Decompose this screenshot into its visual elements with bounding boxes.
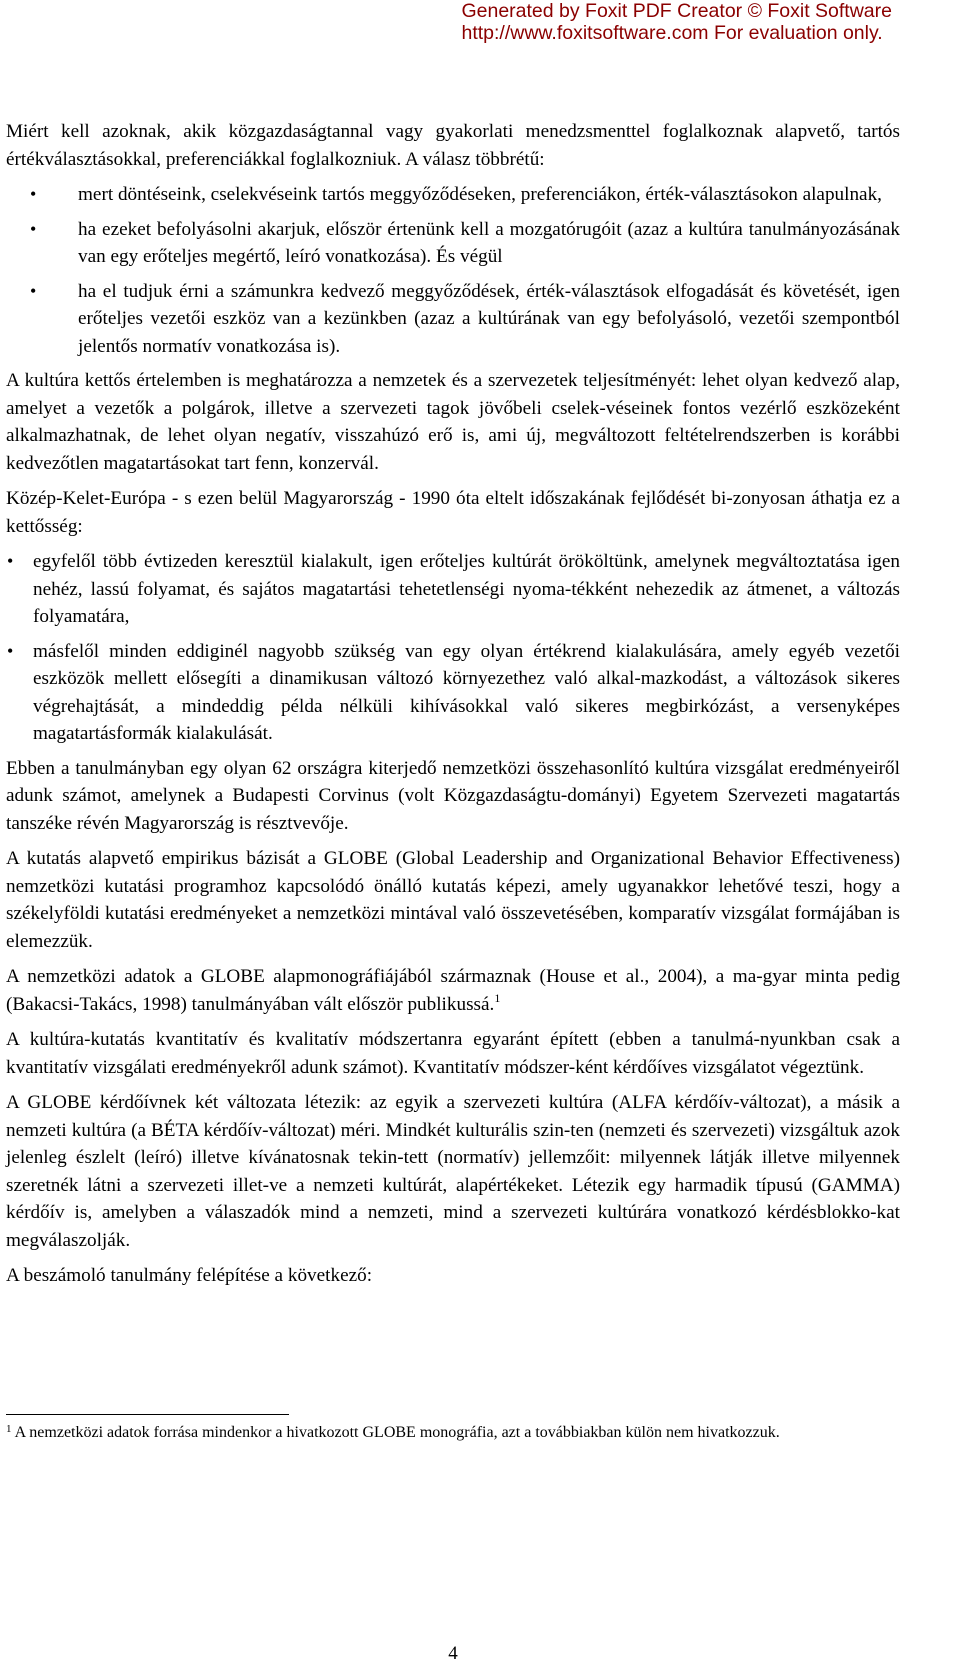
paragraph-intro: Miért kell azoknak, akik közgazdaságtannal vagy gyakorlati menedzsmenttel foglalkoznak alapvető, tartós értékválasztásokkal, preferenciákkal foglalkozniuk. A válasz többrétű: [6,121,900,170]
paragraph-methodology: A kultúra-kutatás kvantitatív és kvalitatív módszertanra egyaránt épített (ebben a tanulmá-nyunkban csak a kvantitatív vizsgálati eredményekről adunk számot). Kvantitatív módszer-ként kérdőíves vizsgálatot végeztünk. [6,1029,900,1078]
paragraph-globe: A kutatás alapvető empirikus bázisát a GLOBE (Global Leadership and Organizational Behavior Effectiveness) nemzetközi kutatási programhoz kapcsolódó önálló kutatás képezi, amely ugyanakkor lehetővé teszi, hogy a székelyföldi kutatási eredményeket a nemzetközi mintával való összevetésében, komparatív vizsgálat formájában is elemezzük. [6,848,900,952]
paragraph-data-sources [6,963,900,1018]
watermark-line-1: Generated by Foxit PDF Creator © Foxit Software [461,0,892,22]
footnote-separator [6,1414,289,1415]
data-sources-text: A nemzetközi adatok a GLOBE alapmonográfiájából származnak (House et al., 2004), a ma-gyar minta pedig (Bakacsi-Takács, 1998) tanulmányában vált először publikussá. [6,966,900,1015]
reasons-bullet-list [6,181,900,360]
list-item: • egyfelől több évtizeden keresztül kialakult, igen erőteljes kultúrát örököltünk, amelynek megváltoztatása igen nehéz, lassú folyamat, és sajátos magatartási tehetetlenségi nyoma-tékként nehezedik az átmenet, a változás folyamatára, [6,548,900,631]
list-item: • ha ezeket befolyásolni akarjuk, először értenünk kell a mozgatórugóit (azaz a kultúra tanulmányozásának van egy erőteljes megértő, leíró vonatkozása). És végül [6,216,900,271]
footnote [6,1422,900,1445]
list-item: • mert döntéseink, cselekvéseink tartós meggyőződéseken, preferenciákon, érték-választásokon alapulnak, [6,181,900,209]
paragraph-structure: A beszámoló tanulmány felépítése a következő: [6,1265,373,1286]
document-body [6,118,900,1298]
paragraph-study: Ebben a tanulmányban egy olyan 62 országra kiterjedő nemzetközi összehasonlító kultúra vizsgálat eredményeiről adunk számot, amelynek a Budapesti Corvinus (volt Közgazdaságtu-dományi) Egyetem Szervezeti magatartás tanszéke révén Magyarország is résztvevője. [6,757,900,834]
paragraph-questionnaire: A GLOBE kérdőívnek két változata létezik: az egyik a szervezeti kultúra (ALFA kérdőív-változat), a másik a nemzeti kultúra (a BÉTA kérdőív-változat) méri. Mindkét kulturális szin-ten (nemzeti és szervezeti) vizsgáltuk azok jelenleg észlelt (leíró) illetve kívánatosnak tekin-tett (normatív) jellemzőit: milyennek látják illetve milyennek szeretnék látni a szervezeti illet-ve a nemzeti kultúrát, alapértékeket. Létezik egy harmadik típusú (GAMMA) kérdőív is, amelyben a válaszadók mind a nemzeti, mind a szervezeti kultúrára vonatkozó kérdésblokko-kat megválaszolják. [6,1092,900,1251]
watermark-line-2: http://www.foxitsoftware.com For evaluation only. [461,22,883,44]
paragraph-central-eastern-europe: Közép-Kelet-Európa - s ezen belül Magyarország - 1990 óta eltelt időszakának fejlődését bi-zonyosan áthatja ez a kettősség: [6,488,900,537]
foxit-watermark [461,0,892,44]
duality-bullet-list [6,548,900,748]
page-number: 4 [448,1643,458,1664]
list-item: • másfelől minden eddiginél nagyobb szükség van egy olyan értékrend kialakulására, amely egyéb vezetői eszközök mellett elősegíti a dinamikusan változó környezethez való alkal-mazkodást, a változások sikeres végrehajtását, a mindeddig példa nélküli kihívásokkal való sikeres megbirkózást, a versenyképes magatartásformák kialakulását. [6,638,900,748]
list-item: • ha el tudjuk érni a számunkra kedvező meggyőződések, érték-választások elfogadását és követését, igen erőteljes vezetői eszköz van a kezünkben (azaz a kultúrának van egy befolyásoló, vezetői szempontból jelentős normatív vonatkozása is). [6,278,900,361]
footnote-mark: 1 [6,1423,12,1435]
paragraph-dual-role: A kultúra kettős értelemben is meghatározza a nemzetek és a szervezetek teljesítményét: lehet olyan kedvező alap, amelyet a vezetők a polgárok, illetve a szervezeti tagok jövőbeli cselek-véseinek fontos vezérlő eszközeként alkalmazhatnak, de lehet olyan negatív, visszahúzó erő is, ami új, megváltozott feltételrendszerben is korábbi kedvezőtlen magatartásokat tart fenn, konzervál. [6,370,900,474]
footnote-reference[interactable]: 1 [494,990,501,1005]
footnote-text: A nemzetközi adatok forrása mindenkor a hivatkozott GLOBE monográfia, azt a továbbiakban külön nem hivatkozzuk. [11,1424,780,1441]
